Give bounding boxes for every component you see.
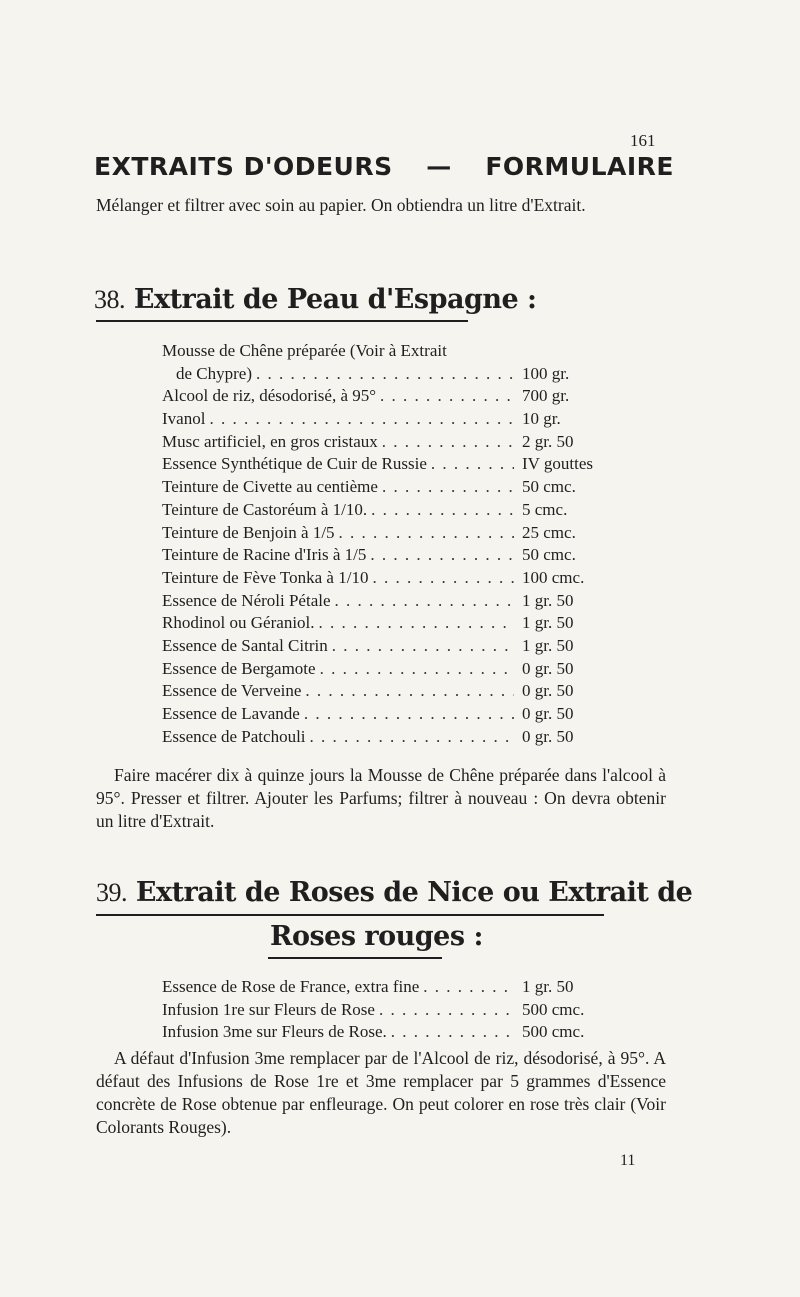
ingredient-qty: 2 gr. 50 xyxy=(522,431,574,451)
leader-dots xyxy=(328,636,514,656)
ingredient-row xyxy=(162,341,622,364)
ingredient-row xyxy=(162,409,622,432)
ingredient-qty: 1 gr. 50 xyxy=(522,635,574,655)
ingredient-row xyxy=(162,977,622,1000)
section-39-underline-1 xyxy=(96,914,604,916)
ingredient-qty: 100 gr. xyxy=(522,363,570,383)
section-39-number: 39. xyxy=(96,878,127,907)
leader-dots xyxy=(376,386,514,406)
intro-paragraph: Mélanger et filtrer avec soin au papier. On obtiendra un litre d'Extrait. xyxy=(96,195,586,215)
signature-mark: 11 xyxy=(620,1152,636,1169)
ingredient-row xyxy=(162,1022,622,1045)
ingredient-row xyxy=(162,613,622,636)
ingredient-row xyxy=(162,454,622,477)
running-head xyxy=(94,152,674,181)
section-38-heading xyxy=(94,284,537,315)
ingredient-name: Essence de Rose de France, extra fine xyxy=(162,977,420,996)
ingredient-name: de Chypre) xyxy=(176,363,253,383)
ingredient-row xyxy=(162,727,622,750)
ingredient-row xyxy=(162,636,622,659)
section-39-title-line1: Extrait de Roses de Nice ou Extrait de xyxy=(135,877,693,908)
leader-dots xyxy=(375,1000,514,1020)
leader-dots xyxy=(367,500,514,520)
section-39-heading-line1 xyxy=(96,877,692,908)
ingredient-row xyxy=(162,500,622,523)
page-number: 161 xyxy=(630,131,656,150)
ingredient-qty: 0 gr. 50 xyxy=(522,681,574,701)
ingredient-row xyxy=(162,591,622,614)
leader-dots xyxy=(419,977,514,997)
ingredient-qty: 0 gr. 50 xyxy=(522,704,574,723)
section-39-instructions: A défaut d'Infusion 3me remplacer par de l'Alcool de riz, désodorisé, à 95°. A défaut des Infusions de Rose 1re et 3me remplacer par 5 grammes d'Essence concrète de Rose obtenue par enfleurage. On peut colorer en rose très clair (Voir Colorants Rouges). xyxy=(96,1048,666,1137)
ingredient-row xyxy=(162,523,622,546)
leader-dots xyxy=(378,477,514,497)
ingredient-name: Teinture de Racine d'Iris à 1/5 xyxy=(162,545,367,565)
ingredient-qty: 700 gr. xyxy=(522,386,570,406)
ingredient-qty: 1 gr. 50 xyxy=(522,590,574,610)
leader-dots xyxy=(300,704,514,724)
ingredient-row xyxy=(162,681,622,704)
ingredient-qty: IV gouttes xyxy=(522,454,593,474)
ingredient-qty: 5 cmc. xyxy=(522,499,568,519)
leader-dots xyxy=(316,659,514,679)
running-head-left: EXTRAITS D'ODEURS xyxy=(94,152,393,181)
ingredient-qty: 50 cmc. xyxy=(522,545,576,565)
ingredient-name: Teinture de Fève Tonka à 1/10 xyxy=(162,567,369,587)
leader-dots xyxy=(378,432,514,452)
ingredient-name: Teinture de Civette au centième xyxy=(162,477,378,497)
leader-dots xyxy=(205,409,514,429)
ingredient-name: Essence de Verveine xyxy=(162,681,302,701)
ingredient-name: Teinture de Benjoin à 1/5 xyxy=(162,522,335,542)
leader-dots xyxy=(368,568,514,588)
leader-dots xyxy=(366,545,514,565)
ingredient-name: Essence de Lavande xyxy=(162,704,300,723)
section-39-title-line2: Roses rouges : xyxy=(270,921,483,952)
ingredient-row xyxy=(162,659,622,682)
ingredient-name: Ivanol xyxy=(162,409,206,429)
ingredient-name: Essence Synthétique de Cuir de Russie xyxy=(162,454,427,474)
leader-dots xyxy=(306,727,514,747)
ingredient-row xyxy=(162,704,622,727)
ingredient-name: Musc artificiel, en gros cristaux xyxy=(162,431,378,451)
section-39-ingredient-list xyxy=(162,977,622,1045)
ingredient-name: Infusion 1re sur Fleurs de Rose xyxy=(162,999,375,1019)
ingredient-row xyxy=(162,432,622,455)
leader-dots xyxy=(315,613,514,633)
ingredient-name: Essence de Santal Citrin xyxy=(162,635,328,655)
ingredient-row xyxy=(162,386,622,409)
section-38-ingredient-list xyxy=(162,341,622,749)
ingredient-qty: 1 gr. 50 xyxy=(522,613,574,633)
ingredient-qty: 0 gr. 50 xyxy=(522,726,574,746)
ingredient-name: Alcool de riz, désodorisé, à 95° xyxy=(162,386,377,406)
section-39-heading-line2 xyxy=(270,921,483,952)
ingredient-qty: 500 cmc. xyxy=(522,1022,585,1042)
leader-dots xyxy=(331,591,514,611)
leader-dots xyxy=(387,1022,514,1042)
section-39-underline-2 xyxy=(268,957,442,959)
ingredient-qty: 0 gr. 50 xyxy=(522,658,574,678)
ingredient-name: Essence de Néroli Pétale xyxy=(162,590,331,610)
ingredient-qty: 10 gr. xyxy=(522,409,561,429)
leader-dots xyxy=(301,681,514,701)
ingredient-qty: 25 cmc. xyxy=(522,522,576,542)
running-head-right: FORMULAIRE xyxy=(485,152,674,181)
ingredient-qty: 1 gr. 50 xyxy=(522,977,574,996)
ingredient-qty: 100 cmc. xyxy=(522,567,585,587)
ingredient-name: Rhodinol ou Géraniol. xyxy=(162,613,315,633)
ingredient-name: Essence de Patchouli xyxy=(162,726,306,746)
ingredient-name: Essence de Bergamote xyxy=(162,658,316,678)
ingredient-row xyxy=(162,477,622,500)
section-38-number: 38. xyxy=(94,285,125,314)
ingredient-row xyxy=(162,1000,622,1023)
ingredient-name: Teinture de Castoréum à 1/10. xyxy=(162,499,368,519)
leader-dots xyxy=(335,523,514,543)
ingredient-row xyxy=(162,568,622,591)
leader-dots xyxy=(427,454,514,474)
ingredient-row xyxy=(162,364,622,387)
running-head-dash: — xyxy=(426,152,452,181)
section-38-instructions: Faire macérer dix à quinze jours la Mousse de Chêne préparée dans l'alcool à 95°. Presser et filtrer. Ajouter les Parfums; filtrer à nouveau : On devra obtenir un litre d'Extrait. xyxy=(96,765,666,831)
ingredient-name: Mousse de Chêne préparée (Voir à Extrait xyxy=(162,341,447,360)
leader-dots xyxy=(252,364,514,384)
section-38-title: Extrait de Peau d'Espagne : xyxy=(133,284,537,315)
ingredient-qty: 500 cmc. xyxy=(522,999,585,1019)
ingredient-name: Infusion 3me sur Fleurs de Rose. xyxy=(162,1022,387,1042)
ingredient-row xyxy=(162,545,622,568)
ingredient-qty: 50 cmc. xyxy=(522,477,576,497)
section-38-underline xyxy=(96,320,468,322)
